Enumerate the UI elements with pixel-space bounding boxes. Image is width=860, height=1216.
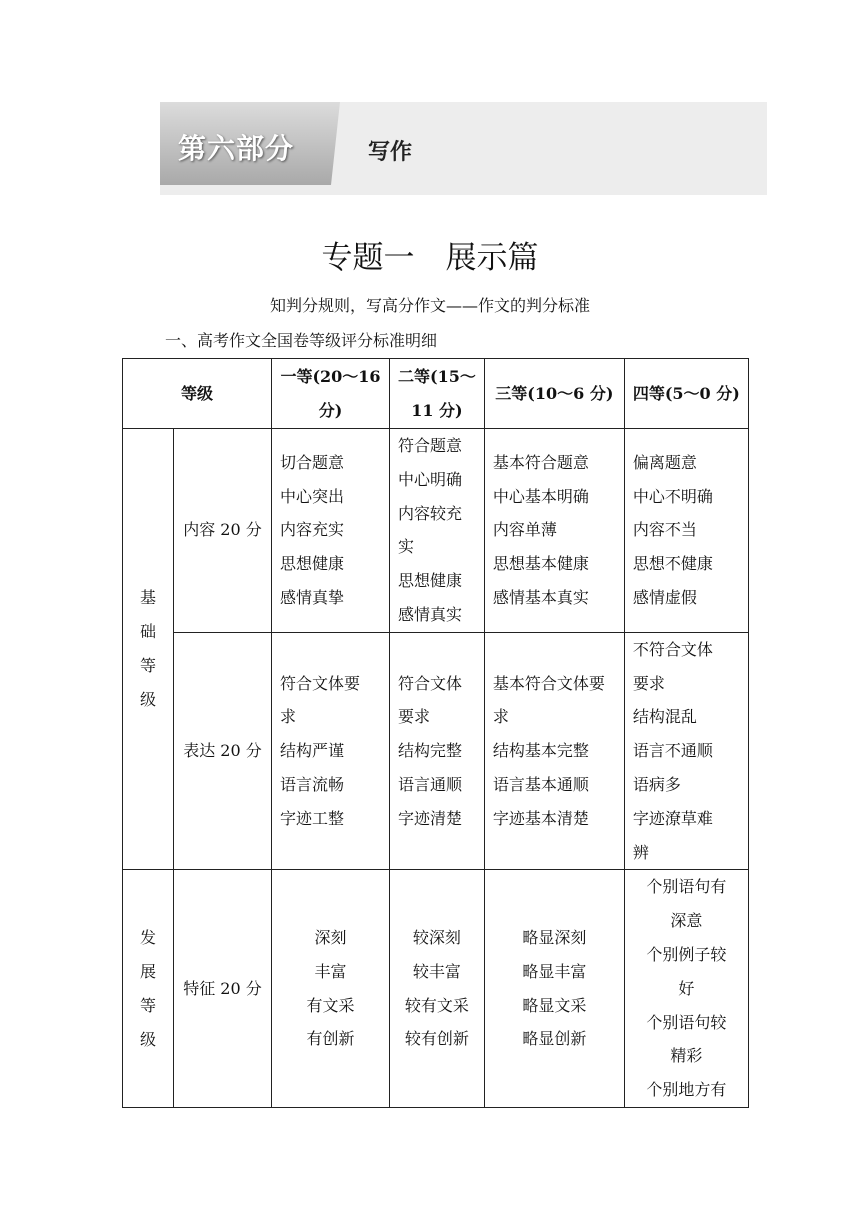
cell-expression-second: 符合文体 要求 结构完整 语言通顺 字迹清楚 [390, 632, 485, 870]
table-row [123, 870, 749, 1108]
cell-content-first: 切合题意 中心突出 内容充实 思想健康 感情真挚 [272, 429, 390, 633]
row-label-feature: 特征 20 分 [174, 870, 272, 1108]
cell-feature-second: 较深刻 较丰富 较有文采 较有创新 [390, 870, 485, 1108]
cell-expression-first: 符合文体要 求 结构严谨 语言流畅 字迹工整 [272, 632, 390, 870]
section-banner [160, 102, 767, 195]
page-title: 专题一 展示篇 [321, 240, 539, 276]
row-label-expression: 表达 20 分 [174, 632, 272, 870]
header-first-class: 一等(20～16 分) [272, 359, 390, 429]
cell-feature-fourth: 个别语句有 深意 个别例子较 好 个别语句较 精彩 个别地方有 [624, 870, 748, 1108]
section-heading: 一、高考作文全国卷等级评分标准明细 [165, 331, 438, 350]
header-fourth-class: 四等(5～0 分) [624, 359, 748, 429]
table-header-row [123, 359, 749, 429]
header-grade: 等级 [123, 359, 272, 429]
page-subtitle: 知判分规则，写高分作文——作文的判分标准 [269, 296, 590, 315]
table-row [123, 632, 749, 870]
cell-content-third: 基本符合题意 中心基本明确 内容单薄 思想基本健康 感情基本真实 [484, 429, 624, 633]
header-second-class: 二等(15～ 11 分) [390, 359, 485, 429]
cell-feature-third: 略显深刻 略显丰富 略显文采 略显创新 [484, 870, 624, 1108]
grading-table [122, 358, 749, 1108]
row-label-content: 内容 20 分 [174, 429, 272, 633]
banner-part-label: 第六部分 [178, 132, 295, 165]
cell-feature-first: 深刻 丰富 有文采 有创新 [272, 870, 390, 1108]
banner-subject-label: 写作 [368, 140, 413, 165]
cell-expression-fourth: 不符合文体 要求 结构混乱 语言不通顺 语病多 字迹潦草难 辨 [624, 632, 748, 870]
group-development-level: 发 展 等 级 [123, 870, 174, 1108]
group-basic-level: 基 础 等 级 [123, 429, 174, 870]
table-row [123, 429, 749, 633]
cell-expression-third: 基本符合文体要 求 结构基本完整 语言基本通顺 字迹基本清楚 [484, 632, 624, 870]
header-third-class: 三等(10～6 分) [484, 359, 624, 429]
cell-content-second: 符合题意 中心明确 内容较充 实 思想健康 感情真实 [390, 429, 485, 633]
cell-content-fourth: 偏离题意 中心不明确 内容不当 思想不健康 感情虚假 [624, 429, 748, 633]
